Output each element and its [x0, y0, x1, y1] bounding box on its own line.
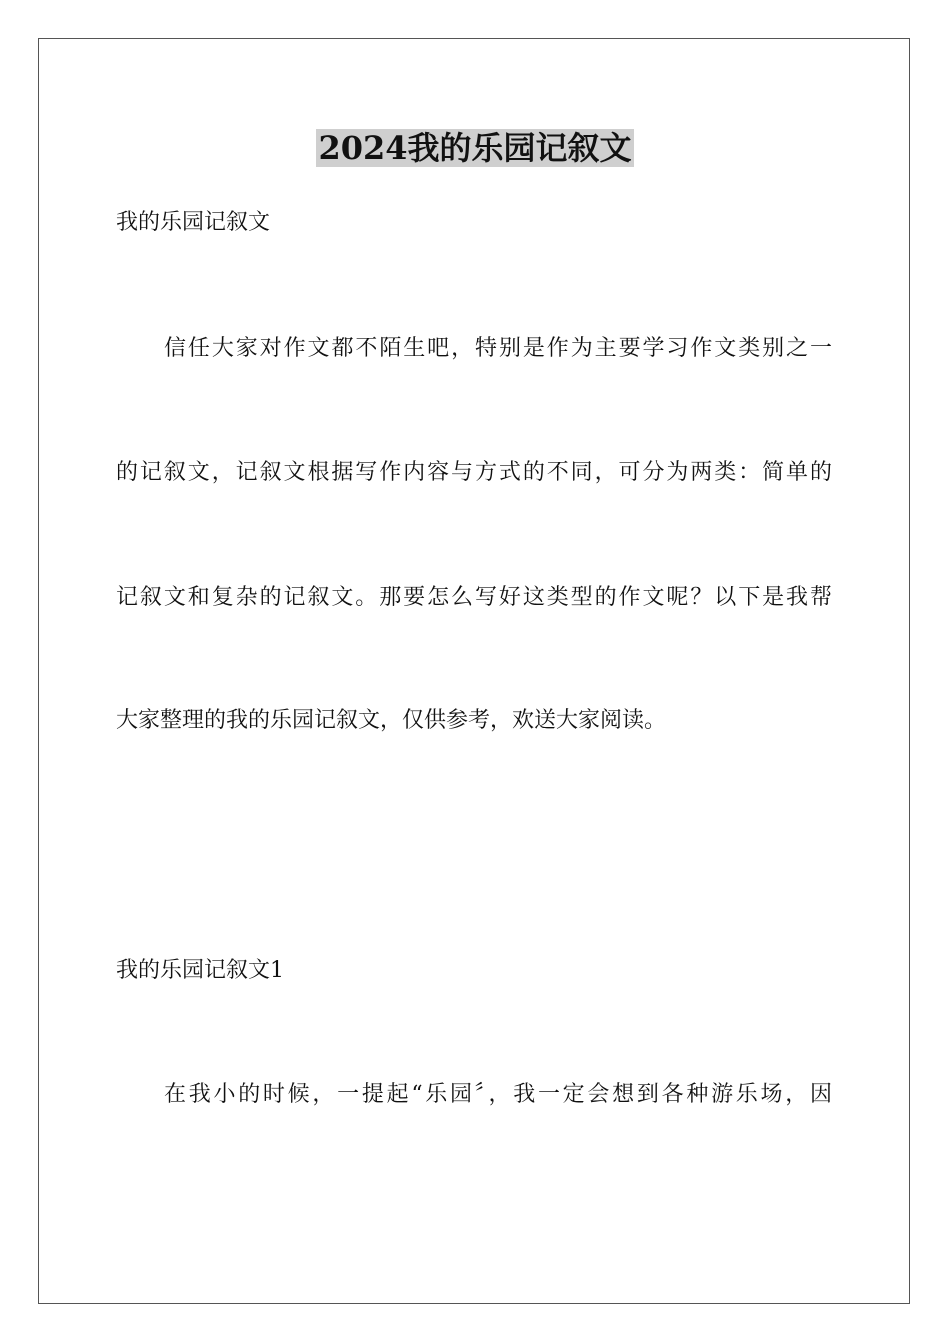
- intro-line-1: 信任大家对作文都不陌生吧，特别是作为主要学习作文类别之一: [164, 336, 832, 361]
- section-heading: 我的乐园记叙文1: [116, 958, 284, 983]
- document-title: [0, 126, 950, 170]
- intro-line-2: 的记叙文，记叙文根据写作内容与方式的不同，可分为两类：简单的: [116, 460, 832, 485]
- intro-line-3: 记叙文和复杂的记叙文。那要怎么写好这类型的作文呢？以下是我帮: [116, 585, 832, 610]
- document-title-text: 2024我的乐园记叙文: [318, 129, 632, 167]
- intro-line-4: 大家整理的我的乐园记叙文，仅供参考，欢送大家阅读。: [116, 708, 667, 733]
- section-line-1: 在我小的时候，一提起“乐园〞，我一定会想到各种游乐场，因: [164, 1082, 832, 1107]
- document-subtitle: 我的乐园记叙文: [116, 210, 271, 235]
